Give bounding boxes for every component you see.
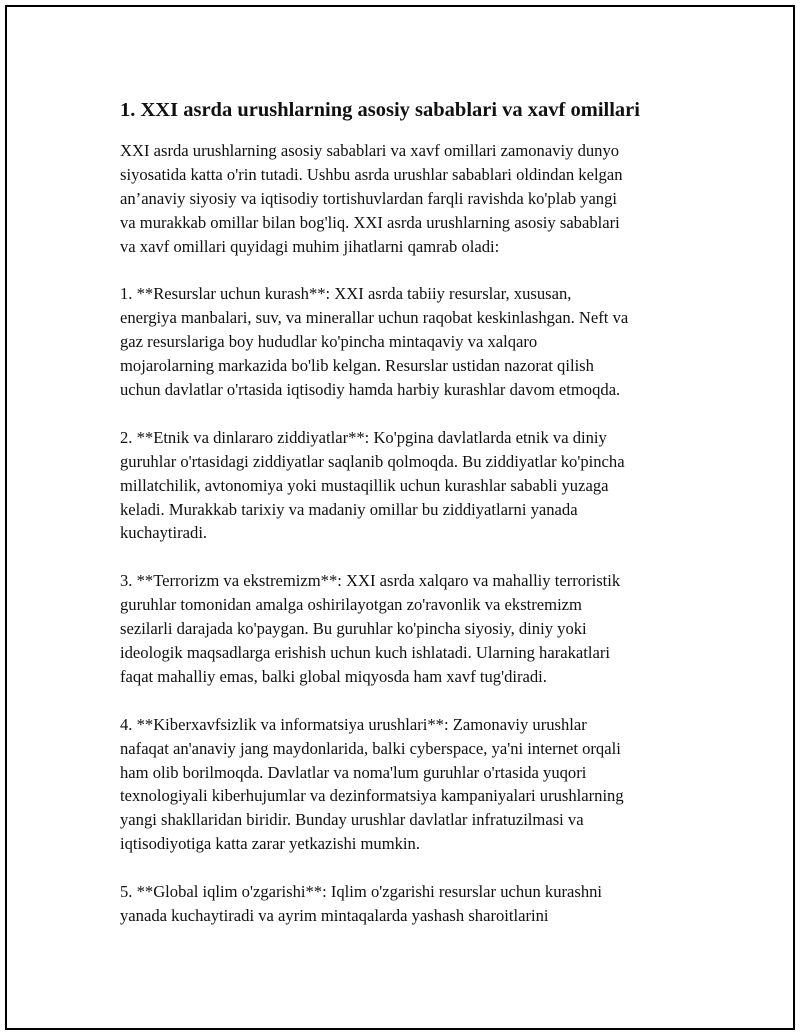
text-line: mojarolarning markazida bo'lib kelgan. Resurslar ustidan nazorat qilish [120, 356, 594, 376]
text-line: va xavf omillari quyidagi muhim jihatlarni qamrab oladi: [120, 236, 500, 256]
text-line: keladi. Murakkab tarixiy va madaniy omillar bu ziddiyatlarni yanada [120, 499, 578, 519]
text-line: 4. **Kiberxavfsizlik va informatsiya urushlari**: Zamonaviy urushlar [120, 714, 587, 734]
text-line: 2. **Etnik va dinlararo ziddiyatlar**: Ko'pgina davlatlarda etnik va diniy [120, 427, 607, 447]
text-line: energiya manbalari, suv, va minerallar uchun raqobat keskinlashgan. Neft va [120, 308, 629, 328]
text-line: uchun davlatlar o'rtasida iqtisodiy hamda harbiy kurashlar davom etmoqda. [120, 380, 621, 400]
text-line: 1. **Resurslar uchun kurash**: XXI asrda tabiiy resurslar, xususan, [120, 284, 572, 304]
list-item-cybersecurity [120, 713, 695, 856]
text-line: an’anaviy siyosiy va iqtisodiy tortishuvlardan farqli ravishda ko'plab yangi [120, 188, 618, 208]
intro-paragraph [120, 139, 695, 259]
list-item-ethnic-conflicts [120, 426, 695, 546]
list-item-resources [120, 282, 695, 402]
list-item-climate-change [120, 880, 695, 928]
list-item-terrorism [120, 569, 695, 689]
text-line: iqtisodiyotiga katta zarar yetkazishi mumkin. [120, 834, 420, 854]
text-line: faqat mahalliy emas, balki global miqyosda ham xavf tug'diradi. [120, 666, 547, 686]
section-heading: 1. XXI asrda urushlarning asosiy sabablari va xavf omillari [120, 99, 640, 121]
text-line: ideologik maqsadlarga erishish uchun kuch ishlatadi. Ularning harakatlari [120, 642, 610, 662]
text-line: siyosatida katta o'rin tutadi. Ushbu asrda urushlar sabablari oldindan kelgan [120, 164, 623, 184]
text-line: yangi shakllaridan biridir. Bunday urushlar davlatlar infratuzilmasi va [120, 810, 584, 830]
text-line: 5. **Global iqlim o'zgarishi**: Iqlim o'zgarishi resurslar uchun kurashni [120, 882, 603, 902]
text-line: XXI asrda urushlarning asosiy sabablari va xavf omillari zamonaviy dunyo [120, 141, 620, 160]
text-line: millatchilik, avtonomiya yoki mustaqillik uchun kurashlar sababli yuzaga [120, 475, 609, 495]
text-line: ham olib borilmoqda. Davlatlar va noma'lum guruhlar o'rtasida yuqori [120, 762, 587, 782]
text-line: yanada kuchaytiradi va ayrim mintaqalarda yashash sharoitlarini [120, 905, 549, 925]
text-line: nafaqat an'anaviy jang maydonlarida, balki cyberspace, ya'ni internet orqali [120, 738, 621, 758]
text-line: gaz resurslariga boy hududlar ko'pincha mintaqaviy va xalqaro [120, 332, 538, 352]
text-line: va murakkab omillar bilan bog'liq. XXI asrda urushlarning asosiy sabablari [120, 212, 620, 232]
text-line: guruhlar o'rtasidagi ziddiyatlar saqlanib qolmoqda. Bu ziddiyatlar ko'pincha [120, 451, 625, 471]
document-content [120, 97, 695, 952]
text-line: kuchaytiradi. [120, 523, 208, 543]
text-line: sezilarli darajada ko'paygan. Bu guruhlar ko'pincha siyosiy, diniy yoki [120, 619, 587, 639]
text-line: 3. **Terrorizm va ekstremizm**: XXI asrda xalqaro va mahalliy terroristik [120, 571, 621, 591]
text-line: texnologiyali kiberhujumlar va dezinformatsiya kampaniyalari urushlarning [120, 786, 624, 806]
page-frame [5, 5, 795, 1030]
text-line: guruhlar tomonidan amalga oshirilayotgan zo'ravonlik va ekstremizm [120, 595, 582, 615]
